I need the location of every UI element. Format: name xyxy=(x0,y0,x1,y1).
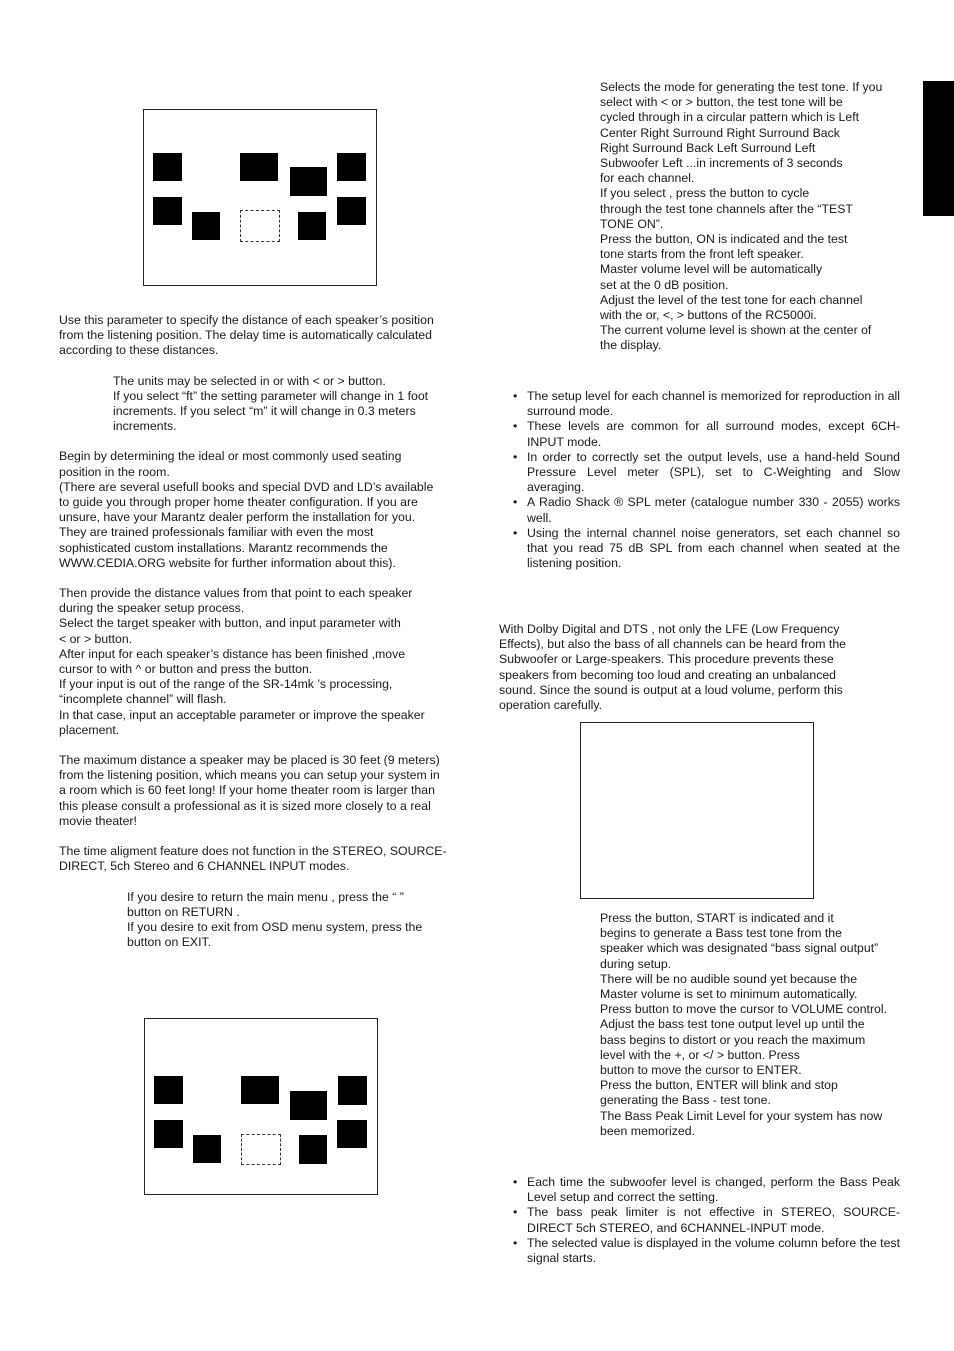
seating-line: sophisticated custom installations. Marantz recommends the xyxy=(59,540,388,555)
time-alignment-line: The time aligment feature does not function in the STEREO, SOURCE- xyxy=(59,844,447,859)
list-item: • The setup level for each channel is memorized for reproduction in all surround mode. xyxy=(499,389,900,419)
test-tone-line: the display. xyxy=(600,338,662,353)
test-tone-line: cycled through in a circular pattern which is Left xyxy=(600,110,860,125)
speaker-front-right xyxy=(338,1076,367,1105)
bass-step-line: bass begins to distort or you reach the maximum xyxy=(600,1032,866,1047)
bass-step-line: level with the +, or </ > button. Press xyxy=(600,1047,800,1062)
bass-step-line: Press the button, ENTER will blink and stop xyxy=(600,1078,838,1093)
bass-step-line: generating the Bass - test tone. xyxy=(600,1093,771,1108)
test-tone-line: select with < or > button, the test tone will be xyxy=(600,95,843,110)
units-note-line: increments. If you select “m” it will change in 0.3 meters xyxy=(113,404,416,419)
test-tone-line: Press the button, ON is indicated and the test xyxy=(600,232,848,247)
listening-position xyxy=(241,1134,281,1165)
bass-step-line: been memorized. xyxy=(600,1123,696,1138)
seating-line: (There are several usefull books and special DVD and LD’s available xyxy=(59,479,434,494)
units-note-line: If you select “ft” the setting parameter will change in 1 foot xyxy=(113,388,429,403)
test-tone-line: Selects the mode for generating the test tone. If you xyxy=(600,80,883,94)
test-tone-line: Master volume level will be automatically xyxy=(600,262,823,277)
bass-intro-line: sound. Since the sound is output at a loud volume, perform this xyxy=(499,682,843,697)
bass-step-line: button to move the cursor to ENTER. xyxy=(600,1063,802,1078)
test-tone-line: tone starts from the front left speaker. xyxy=(600,247,804,262)
provide-line: Then provide the distance values from that point to each speaker xyxy=(59,586,413,601)
speaker-subwoofer xyxy=(290,1091,327,1120)
speaker-center xyxy=(240,153,278,181)
speaker-surround-left xyxy=(153,197,182,225)
test-tone-line: Center Right Surround Right Surround Back xyxy=(600,125,840,140)
bass-intro-line: Effects), but also the bass of all channels can be heard from the xyxy=(499,637,847,652)
speaker-center xyxy=(241,1076,279,1104)
test-tone-line: with the or, <, > buttons of the RC5000i. xyxy=(600,308,817,323)
seating-line: Begin by determining the ideal or most commonly used seating xyxy=(59,449,402,464)
listening-position xyxy=(240,210,280,242)
bass-intro-line: speakers from becoming too loud and creating an unbalanced xyxy=(499,667,837,682)
speaker-surround-left xyxy=(154,1120,183,1148)
bass-step-line: speaker which was designated “bass signal output” xyxy=(600,941,879,956)
provide-line: < or > button. xyxy=(59,631,133,646)
seating-line: position in the room. xyxy=(59,464,170,479)
test-tone-line: The current volume level is shown at the center of xyxy=(600,323,872,338)
bass-intro-line: Subwoofer or Large-speakers. This procedure prevents these xyxy=(499,652,834,667)
bass-peak-osd-display xyxy=(580,722,814,899)
provide-line: placement. xyxy=(59,722,120,737)
seating-line: unsure, have your Marantz dealer perform the installation for you. xyxy=(59,510,416,525)
bass-step-line: There will be no audible sound yet because the xyxy=(600,971,858,986)
test-tone-line: through the test tone channels after the “TEST xyxy=(600,201,853,216)
bass-steps xyxy=(600,911,900,1139)
list-item: • The selected value is displayed in the volume column before the test signal starts. xyxy=(499,1236,900,1266)
list-item: • In order to correctly set the output levels, use a hand-held Sound Pressure Level meter (SPL), set to C-Weighting and Slow averaging. xyxy=(499,450,900,496)
seating-line: WWW.CEDIA.ORG website for further information about this). xyxy=(59,555,396,570)
distance-intro-line: Use this parameter to specify the distance of each speaker’s position xyxy=(59,313,434,327)
units-note-line: increments. xyxy=(113,419,177,434)
speaker-surround-back-left xyxy=(193,1135,221,1163)
list-item: • The bass peak limiter is not effective in STEREO, SOURCE-DIRECT 5ch STEREO, and 6CHANNEL-INPUT mode. xyxy=(499,1205,900,1235)
provide-line: during the speaker setup process. xyxy=(59,601,245,616)
provide-line: Select the target speaker with button, and input parameter with xyxy=(59,616,401,631)
provide-line: cursor to with ^ or button and press the button. xyxy=(59,662,313,677)
test-tone-line: set at the 0 dB position. xyxy=(600,277,729,292)
list-item: • A Radio Shack ® SPL meter (catalogue number 330 - 2055) works well. xyxy=(499,495,900,525)
return-note-line: button on RETURN . xyxy=(127,904,240,919)
speaker-surround-right xyxy=(337,1120,367,1148)
max-distance-line: movie theater! xyxy=(59,813,137,828)
time-alignment-line: DIRECT, 5ch Stereo and 6 CHANNEL INPUT modes. xyxy=(59,859,350,874)
seating-line: to guide you through proper home theater configuration. If you are xyxy=(59,495,418,510)
bass-intro-line: operation carefully. xyxy=(499,698,602,713)
speaker-front-left xyxy=(153,153,182,181)
provide-line: In that case, input an acceptable parameter or improve the speaker xyxy=(59,707,425,722)
max-distance-line: The maximum distance a speaker may be placed is 30 feet (9 meters) xyxy=(59,753,440,768)
max-distance-line: from the listening position, which means you can setup your system in xyxy=(59,768,440,783)
units-note xyxy=(113,374,459,435)
speaker-layout-diagram-bottom xyxy=(144,1018,378,1195)
bass-step-line: Master volume is set to minimum automatically. xyxy=(600,987,858,1002)
provide-line: If your input is out of the range of the SR-14mk ’s processing, xyxy=(59,677,393,692)
return-note-line: button on EXIT. xyxy=(127,935,212,950)
bass-step-line: Press button to move the cursor to VOLUME control. xyxy=(600,1002,888,1017)
speaker-layout-diagram-top xyxy=(143,109,377,286)
speaker-surround-back-right xyxy=(299,1135,327,1164)
speaker-surround-back-right xyxy=(298,212,326,240)
provide-line: “incomplete channel” will flash. xyxy=(59,692,227,707)
section-edge-tab xyxy=(923,81,954,216)
bass-intro-line: With Dolby Digital and DTS , not only the LFE (Low Frequency xyxy=(499,622,840,636)
bass-step-line: during setup. xyxy=(600,956,672,971)
test-tone-line: TONE ON”. xyxy=(600,216,664,231)
return-note-line: If you desire to return the main menu , press the “ ” xyxy=(127,889,404,904)
bass-intro xyxy=(499,622,900,713)
bass-step-line: Press the button, START is indicated and it xyxy=(600,911,834,925)
list-item: • Each time the subwoofer level is changed, perform the Bass Peak Level setup and correct the setting. xyxy=(499,1175,900,1205)
bass-step-line: begins to generate a Bass test tone from the xyxy=(600,926,842,941)
bass-step-line: The Bass Peak Limit Level for your system has now xyxy=(600,1108,883,1123)
provide-line: After input for each speaker’s distance has been finished ,move xyxy=(59,646,406,661)
left-column-text xyxy=(59,313,459,950)
return-note-line: If you desire to exit from OSD menu system, press the xyxy=(127,919,423,934)
speaker-surround-back-left xyxy=(192,212,220,240)
test-tone-line: Right Surround Back Left Surround Left xyxy=(600,140,816,155)
max-distance-paragraph xyxy=(59,753,459,829)
time-alignment-paragraph xyxy=(59,844,459,874)
list-item: • Using the internal channel noise generators, set each channel so that you read 75 dB SPL from each channel when seated at the listening position. xyxy=(499,526,900,572)
speaker-front-left xyxy=(154,1076,183,1104)
units-note-line: The units may be selected in or with < or > button. xyxy=(113,373,386,388)
test-tone-line: Subwoofer Left ...in increments of 3 seconds xyxy=(600,156,843,171)
provide-paragraph xyxy=(59,586,459,738)
speaker-surround-right xyxy=(337,197,366,225)
max-distance-line: this please consult a professional as it is sized more closely to a real xyxy=(59,798,431,813)
test-tone-line: Adjust the level of the test tone for each channel xyxy=(600,292,863,307)
test-tone-description xyxy=(600,80,900,354)
list-item: • These levels are common for all surround modes, except 6CH-INPUT mode. xyxy=(499,419,900,449)
setup-notes xyxy=(499,389,900,571)
distance-intro-line: according to these distances. xyxy=(59,343,219,358)
seating-line: They are trained professionals familiar with even the most xyxy=(59,525,374,540)
speaker-subwoofer xyxy=(290,167,327,196)
test-tone-line: for each channel. xyxy=(600,171,695,186)
max-distance-line: a room which is 60 feet long! If your home theater room is larger than xyxy=(59,783,435,798)
seating-paragraph xyxy=(59,449,459,571)
speaker-front-right xyxy=(337,153,366,181)
bass-notes xyxy=(499,1175,900,1266)
distance-intro-line: from the listening position. The delay time is automatically calculated xyxy=(59,328,432,343)
test-tone-line: If you select , press the button to cycle xyxy=(600,186,810,201)
bass-step-line: Adjust the bass test tone output level up until the xyxy=(600,1017,865,1032)
return-note xyxy=(127,890,459,951)
